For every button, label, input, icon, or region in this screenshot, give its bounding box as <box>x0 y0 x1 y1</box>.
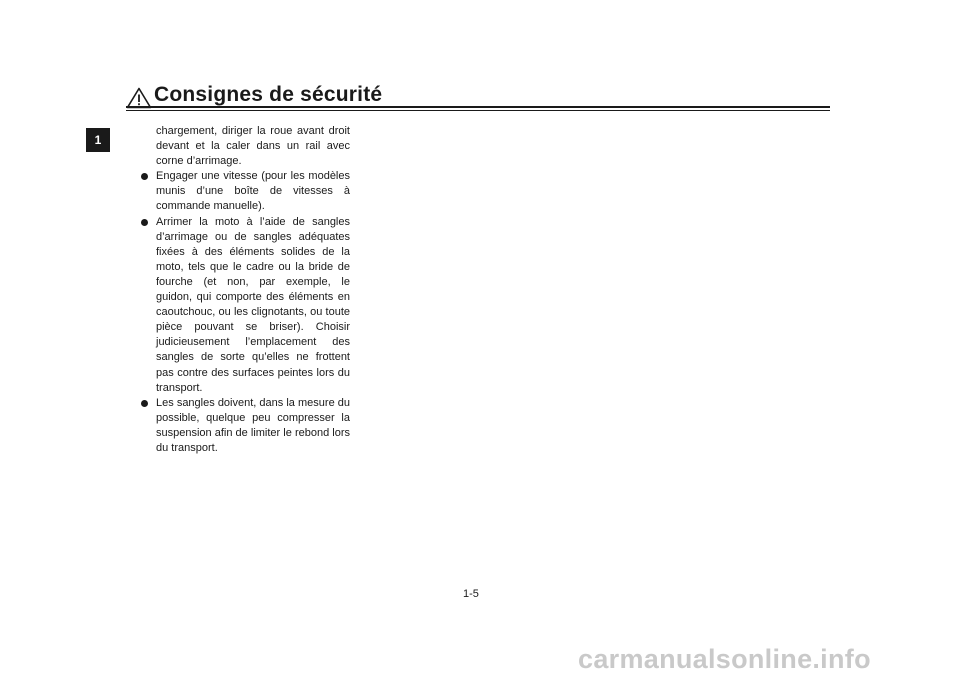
header-rule-thin <box>126 110 830 111</box>
page-number: 1-5 <box>463 588 479 600</box>
bullet-dot-icon <box>141 400 148 407</box>
bullet-item <box>156 215 350 396</box>
bullet-dot-icon <box>141 219 148 226</box>
bullet-item <box>156 169 350 214</box>
bullet-text: Les sangles doivent, dans la mesure du possible, quelque peu compresser la suspension afin de limiter le rebond lors du transport. <box>156 396 350 454</box>
continuation-paragraph: chargement, diriger la roue avant droit devant et la caler dans un rail avec corne d’arrimage. <box>156 125 350 168</box>
bullet-text: Arrimer la moto à l’aide de sangles d’arrimage ou de sangles adéquates fixées à des éléments solides de la moto, tels que le cadre ou la bride de fourche (et non, par exemple, le guidon, qui comporte des éléments en caoutchouc, ou les clignotants, ou toute pièce pouvant se briser). Choisir judicieusement l’emplacement des sangles de sorte qu’elles ne frottent pas contre des surfaces peintes lors du transport. <box>156 215 350 394</box>
body-text <box>156 124 350 456</box>
watermark: carmanualsonline.info <box>578 644 871 674</box>
bullet-text: Engager une vitesse (pour les modèles munis d’une boîte de vitesses à commande manuelle). <box>156 170 350 213</box>
bullet-dot-icon <box>141 173 148 180</box>
section-header <box>126 83 830 116</box>
chapter-tab: 1 <box>86 128 110 152</box>
page-title: Consignes de sécurité <box>154 83 383 106</box>
header-rule-thick <box>126 106 830 108</box>
bullet-item <box>156 396 350 456</box>
